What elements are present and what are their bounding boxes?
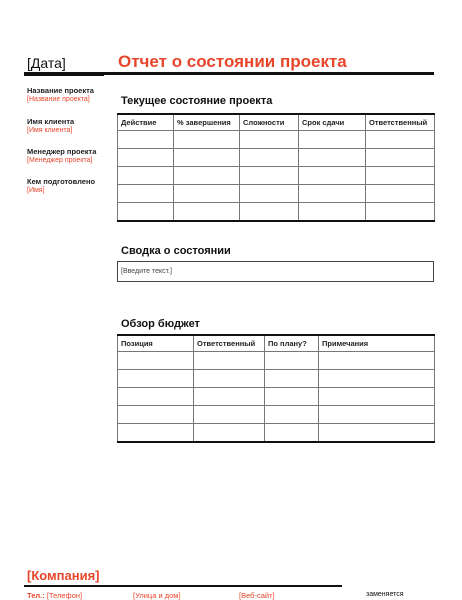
table-row: [118, 167, 435, 185]
table-cell[interactable]: [118, 424, 194, 443]
table-cell[interactable]: [299, 149, 366, 167]
table-row: [118, 185, 435, 203]
project-name-field[interactable]: [Название проекта]: [27, 96, 90, 103]
website-field[interactable]: [Веб-сайт]: [239, 591, 275, 600]
table-cell[interactable]: [265, 388, 319, 406]
budget-table: [117, 334, 435, 443]
table-row: [118, 370, 435, 388]
replace-note: заменяется: [366, 591, 404, 598]
sidebar-item-client-name: [27, 117, 74, 134]
sidebar-label: Название проекта: [27, 86, 94, 95]
table-header-row: [118, 335, 435, 352]
footer-divider: [24, 585, 342, 587]
table-cell[interactable]: [299, 167, 366, 185]
table-cell[interactable]: [319, 352, 435, 370]
client-name-field[interactable]: [Имя клиента]: [27, 127, 73, 134]
column-header: По плану?: [265, 335, 319, 352]
table-cell[interactable]: [299, 131, 366, 149]
table-cell[interactable]: [194, 370, 265, 388]
summary-section-title: Сводка о состоянии: [121, 245, 231, 257]
table-cell[interactable]: [174, 167, 240, 185]
sidebar-divider: [24, 75, 104, 76]
table-cell[interactable]: [118, 167, 174, 185]
column-header: Сложности: [240, 114, 299, 131]
table-row: [118, 406, 435, 424]
table-row: [118, 352, 435, 370]
table-cell[interactable]: [240, 185, 299, 203]
table-row: [118, 388, 435, 406]
table-cell[interactable]: [118, 149, 174, 167]
table-row: [118, 149, 435, 167]
sidebar-label: Менеджер проекта: [27, 147, 97, 156]
column-header: Действие: [118, 114, 174, 131]
table-cell[interactable]: [366, 131, 435, 149]
table-cell[interactable]: [240, 167, 299, 185]
table-cell[interactable]: [240, 203, 299, 222]
table-cell[interactable]: [118, 131, 174, 149]
column-header: Срок сдачи: [299, 114, 366, 131]
table-row: [118, 203, 435, 222]
status-section-title: Текущее состояние проекта: [121, 95, 273, 107]
address-field[interactable]: [Улица и дом]: [133, 591, 181, 600]
table-cell[interactable]: [194, 388, 265, 406]
table-cell[interactable]: [240, 131, 299, 149]
table-cell[interactable]: [118, 388, 194, 406]
table-cell[interactable]: [265, 370, 319, 388]
phone-label: Тел.:: [27, 591, 45, 600]
sidebar-item-prepared-by: [27, 177, 95, 194]
table-cell[interactable]: [194, 424, 265, 443]
summary-text-field[interactable]: [Введите текст.]: [117, 261, 434, 282]
table-cell[interactable]: [366, 149, 435, 167]
table-cell[interactable]: [366, 167, 435, 185]
footer-phone: [27, 591, 82, 600]
table-cell[interactable]: [265, 406, 319, 424]
table-cell[interactable]: [174, 149, 240, 167]
table-cell[interactable]: [118, 406, 194, 424]
budget-section-title: Обзор бюджет: [121, 318, 200, 330]
table-cell[interactable]: [366, 203, 435, 222]
sidebar-item-project-name: [27, 86, 94, 103]
column-header: Ответственный: [194, 335, 265, 352]
table-cell[interactable]: [366, 185, 435, 203]
table-cell[interactable]: [118, 370, 194, 388]
sidebar-label: Кем подготовлено: [27, 177, 96, 186]
table-cell[interactable]: [118, 185, 174, 203]
table-cell[interactable]: [118, 352, 194, 370]
document-title: Отчет о состоянии проекта: [118, 52, 347, 71]
column-header: Позиция: [118, 335, 194, 352]
status-table: [117, 113, 435, 222]
table-cell[interactable]: [319, 406, 435, 424]
date-field[interactable]: [Дата]: [27, 55, 66, 71]
phone-field[interactable]: [Телефон]: [46, 591, 83, 600]
sidebar-item-project-manager: [27, 147, 96, 164]
table-row: [118, 424, 435, 443]
project-manager-field[interactable]: [Менеджер проекта]: [27, 157, 93, 164]
table-cell[interactable]: [194, 406, 265, 424]
table-cell[interactable]: [240, 149, 299, 167]
table-cell[interactable]: [194, 352, 265, 370]
table-cell[interactable]: [118, 203, 174, 222]
company-name-field[interactable]: [Компания]: [27, 568, 100, 583]
table-cell[interactable]: [319, 424, 435, 443]
sidebar-label: Имя клиента: [27, 117, 75, 126]
table-cell[interactable]: [319, 370, 435, 388]
table-cell[interactable]: [265, 424, 319, 443]
table-cell[interactable]: [174, 185, 240, 203]
table-cell[interactable]: [319, 388, 435, 406]
column-header: Примечания: [319, 335, 435, 352]
table-row: [118, 131, 435, 149]
prepared-by-field[interactable]: [Имя]: [27, 187, 45, 194]
table-cell[interactable]: [174, 203, 240, 222]
table-cell[interactable]: [265, 352, 319, 370]
table-cell[interactable]: [174, 131, 240, 149]
column-header: % завершения: [174, 114, 240, 131]
table-cell[interactable]: [299, 185, 366, 203]
table-header-row: [118, 114, 435, 131]
table-cell[interactable]: [299, 203, 366, 222]
column-header: Ответственный: [366, 114, 435, 131]
